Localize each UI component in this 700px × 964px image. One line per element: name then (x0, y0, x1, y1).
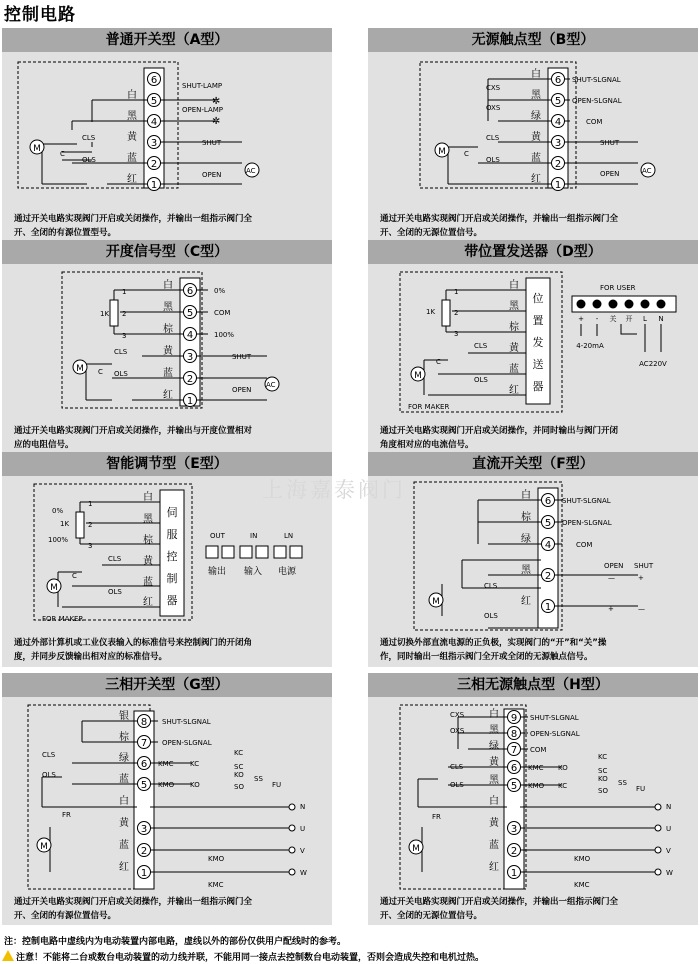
panel-description: 通过切换外部直流电源的正负极，实现阀门的“开”和“关”操 作，同时输出一组指示阀门全开或全闭的无源触点信号。 (380, 638, 607, 662)
svg-text:控: 控 (166, 550, 178, 563)
svg-text:OPEN-SLGNAL: OPEN-SLGNAL (530, 730, 580, 738)
panel-title: 带位置发送器（D型） (368, 240, 698, 264)
svg-text:2: 2 (150, 159, 158, 170)
svg-text:CLS: CLS (486, 134, 500, 142)
svg-text:FOR USER: FOR USER (600, 284, 636, 292)
page-title: 控制电路 (4, 5, 76, 25)
svg-text:电源: 电源 (278, 567, 297, 577)
svg-text:器: 器 (166, 594, 178, 607)
svg-text:关: 关 (609, 315, 617, 323)
svg-text:黄: 黄 (163, 346, 173, 357)
svg-text:OUT: OUT (210, 532, 225, 540)
warning-note: 注意！不能将二台或数台电动装置的动力线并联，不能用同一接点去控制数台电动装置，否则会造成失控和电机过热。 (16, 953, 485, 963)
svg-text:黑: 黑 (521, 565, 531, 576)
svg-text:1: 1 (140, 868, 148, 879)
svg-text:绿: 绿 (489, 741, 499, 752)
svg-text:AC: AC (642, 167, 652, 175)
svg-text:3: 3 (454, 330, 459, 338)
svg-text:6: 6 (140, 759, 148, 770)
svg-text:蓝: 蓝 (531, 153, 541, 164)
svg-text:KMC: KMC (208, 881, 224, 889)
svg-text:输入: 输入 (244, 567, 263, 577)
panel-description: 通过开关电路实现阀门开启或关闭操作，并输出一组指示阀门全 开、全闭的有源位置信号。 (14, 897, 253, 921)
svg-text:—: — (638, 605, 645, 613)
svg-text:N: N (666, 803, 672, 811)
svg-text:3: 3 (150, 138, 158, 149)
svg-text:红: 红 (531, 174, 541, 185)
svg-text:FR: FR (62, 811, 71, 819)
svg-text:5: 5 (140, 780, 148, 791)
svg-text:蓝: 蓝 (509, 364, 519, 375)
svg-text:白: 白 (163, 280, 173, 291)
warning-icon (2, 950, 14, 961)
svg-text:C: C (98, 368, 103, 376)
svg-text:FOR MAKER: FOR MAKER (408, 403, 450, 411)
svg-text:M: M (50, 583, 58, 593)
svg-text:2: 2 (544, 571, 552, 582)
svg-text:绿: 绿 (531, 111, 541, 122)
panel-description: 通过开关电路实现阀门开启或关闭操作，并输出一组指示阀门全 开、全闭的无源位置信号。 (380, 897, 619, 921)
svg-text:白: 白 (489, 709, 499, 720)
svg-text:OLS: OLS (82, 156, 96, 164)
svg-text:1: 1 (454, 288, 459, 296)
svg-text:KO: KO (598, 775, 608, 783)
svg-text:2: 2 (510, 846, 518, 857)
svg-text:1K: 1K (426, 308, 436, 316)
wire-label: 红 (127, 174, 137, 185)
svg-text:SHUT-SLGNAL: SHUT-SLGNAL (562, 497, 611, 505)
svg-text:+: + (608, 605, 614, 613)
svg-text:SO: SO (234, 783, 244, 791)
svg-text:W: W (666, 869, 673, 877)
svg-text:C: C (464, 150, 469, 158)
svg-text:开: 开 (625, 315, 633, 323)
svg-text:KC: KC (190, 760, 200, 768)
panel-title: 无源触点型（B型） (368, 28, 698, 52)
panel-title: 三相开关型（G型） (2, 673, 332, 697)
svg-text:红: 红 (119, 862, 129, 873)
svg-text:OPEN-LAMP: OPEN-LAMP (182, 106, 224, 114)
svg-text:SC: SC (598, 767, 608, 775)
wiring-diagram-f (368, 476, 698, 636)
svg-text:服: 服 (166, 528, 178, 541)
svg-text:KO: KO (234, 771, 244, 779)
svg-text:白: 白 (521, 490, 531, 501)
wire-label: 黑 (127, 111, 137, 122)
svg-text:CLS: CLS (474, 342, 488, 350)
svg-text:+: + (578, 315, 584, 323)
svg-text:COM: COM (586, 118, 603, 126)
svg-text:1: 1 (554, 180, 562, 191)
svg-text:蓝: 蓝 (119, 840, 129, 851)
svg-text:8: 8 (510, 729, 518, 740)
svg-text:IN: IN (250, 532, 258, 540)
svg-text:OLS: OLS (474, 376, 488, 384)
svg-text:6: 6 (510, 763, 518, 774)
svg-text:输出: 输出 (208, 567, 227, 577)
svg-text:蓝: 蓝 (489, 840, 499, 851)
svg-text:OPEN-SLGNAL: OPEN-SLGNAL (162, 739, 212, 747)
svg-text:AC220V: AC220V (639, 360, 667, 368)
svg-text:1: 1 (510, 868, 518, 879)
svg-text:黑: 黑 (489, 725, 499, 736)
svg-text:M: M (40, 842, 48, 852)
svg-text:M: M (414, 371, 422, 381)
svg-text:发: 发 (532, 336, 544, 349)
svg-text:3: 3 (510, 824, 518, 835)
svg-text:4: 4 (150, 117, 158, 128)
svg-text:-: - (595, 315, 599, 323)
wiring-diagram-a (2, 52, 332, 212)
svg-text:SHUT-SLGNAL: SHUT-SLGNAL (162, 718, 211, 726)
svg-text:5: 5 (510, 781, 518, 792)
svg-text:SHUT-SLGNAL: SHUT-SLGNAL (530, 714, 579, 722)
footnote: 注：控制电路中虚线内为电动装置内部电路，虚线以外的部份仅供用户配线时的参考。 (4, 937, 347, 947)
svg-text:黄: 黄 (509, 343, 519, 354)
svg-text:黄: 黄 (143, 556, 153, 567)
svg-text:SHUT: SHUT (232, 353, 252, 361)
svg-text:OLS: OLS (114, 370, 128, 378)
svg-text:蓝: 蓝 (119, 774, 129, 785)
svg-text:3: 3 (554, 138, 562, 149)
svg-text:OXS: OXS (450, 727, 465, 735)
svg-text:1K: 1K (60, 520, 70, 528)
svg-text:CXS: CXS (450, 711, 465, 719)
svg-text:白: 白 (531, 69, 541, 80)
svg-text:100%: 100% (214, 331, 235, 339)
svg-text:红: 红 (521, 596, 531, 607)
svg-text:OXS: OXS (486, 104, 501, 112)
svg-text:N: N (658, 315, 664, 323)
svg-text:送: 送 (532, 358, 544, 371)
svg-text:4: 4 (554, 117, 562, 128)
svg-text:棕: 棕 (143, 535, 153, 546)
panel-type-f (368, 452, 698, 667)
svg-text:黑: 黑 (163, 302, 173, 313)
svg-text:OPEN: OPEN (232, 386, 252, 394)
svg-text:银: 银 (119, 711, 129, 722)
svg-text:FU: FU (272, 781, 282, 789)
svg-text:0%: 0% (52, 507, 64, 515)
svg-text:M: M (438, 147, 446, 157)
svg-text:制: 制 (166, 572, 178, 585)
panel-type-h (368, 673, 698, 925)
svg-text:位: 位 (532, 292, 544, 305)
svg-text:CLS: CLS (82, 134, 96, 142)
panel-description: 通过开关电路实现阀门开启或关闭操作，并同时输出与阀门开闭 角度相对应的电流信号。 (380, 426, 619, 450)
watermark: 上海嘉泰阀门 (262, 478, 406, 502)
svg-text:2: 2 (122, 310, 127, 318)
svg-text:3: 3 (140, 824, 148, 835)
svg-text:黄: 黄 (119, 818, 129, 829)
wire-label: 白 (127, 90, 137, 101)
svg-text:CLS: CLS (450, 763, 464, 771)
svg-text:KC: KC (558, 782, 568, 790)
svg-text:OPEN: OPEN (202, 171, 222, 179)
svg-text:SHUT-LAMP: SHUT-LAMP (182, 82, 223, 90)
svg-text:4: 4 (544, 540, 552, 551)
svg-text:棕: 棕 (119, 732, 129, 743)
svg-text:5: 5 (544, 518, 552, 529)
panel-type-g (2, 673, 332, 925)
svg-text:绿: 绿 (521, 534, 531, 545)
wire-label: 蓝 (127, 153, 137, 164)
svg-text:SHUT-SLGNAL: SHUT-SLGNAL (572, 76, 621, 84)
svg-text:黄: 黄 (489, 818, 499, 829)
svg-text:SHUT: SHUT (600, 139, 620, 147)
svg-text:6: 6 (554, 75, 562, 86)
svg-text:2: 2 (186, 374, 194, 385)
svg-text:KMC: KMC (528, 764, 544, 772)
wiring-diagram-d (368, 264, 698, 424)
svg-text:KC: KC (598, 753, 608, 761)
panel-title: 开度信号型（C型） (2, 240, 332, 264)
svg-text:SHUT: SHUT (634, 562, 654, 570)
svg-text:FOR MAKER: FOR MAKER (42, 615, 84, 623)
panel-description: 通过开关电路实现阀门开启或关闭操作，并输出与开度位置相对 应的电阻信号。 (14, 426, 253, 450)
svg-text:绿: 绿 (119, 753, 129, 764)
svg-text:棕: 棕 (521, 512, 531, 523)
svg-text:C: C (60, 150, 65, 158)
svg-text:CLS: CLS (108, 555, 122, 563)
panel-type-c (2, 240, 332, 455)
svg-text:OPEN-SLGNAL: OPEN-SLGNAL (572, 97, 622, 105)
svg-text:AC: AC (246, 167, 256, 175)
svg-text:M: M (412, 844, 420, 854)
svg-text:OLS: OLS (108, 588, 122, 596)
svg-text:伺: 伺 (166, 506, 178, 519)
svg-text:黑: 黑 (531, 90, 541, 101)
svg-text:蓝: 蓝 (143, 577, 153, 588)
svg-text:CXS: CXS (486, 84, 501, 92)
svg-text:KO: KO (190, 781, 200, 789)
svg-text:SS: SS (618, 779, 627, 787)
svg-text:白: 白 (489, 796, 499, 807)
svg-text:OPEN-SLGNAL: OPEN-SLGNAL (562, 519, 612, 527)
svg-text:黑: 黑 (489, 775, 499, 786)
svg-text:CLS: CLS (484, 582, 498, 590)
svg-text:2: 2 (554, 159, 562, 170)
svg-text:+: + (638, 574, 644, 582)
svg-text:U: U (666, 825, 672, 833)
svg-text:3: 3 (186, 352, 194, 363)
svg-text:5: 5 (150, 96, 158, 107)
panel-title: 智能调节型（E型） (2, 452, 332, 476)
svg-text:黄: 黄 (531, 132, 541, 143)
svg-text:1K: 1K (100, 310, 110, 318)
svg-text:7: 7 (140, 738, 148, 749)
svg-text:OPEN: OPEN (600, 170, 620, 178)
svg-text:OPEN: OPEN (604, 562, 624, 570)
svg-text:棕: 棕 (163, 324, 173, 335)
wiring-diagram-b (368, 52, 698, 212)
svg-text:FU: FU (636, 785, 646, 793)
svg-text:红: 红 (509, 385, 519, 396)
svg-text:5: 5 (186, 308, 194, 319)
svg-text:蓝: 蓝 (163, 368, 173, 379)
svg-text:3: 3 (88, 542, 93, 550)
svg-text:M: M (76, 364, 84, 374)
svg-text:100%: 100% (48, 536, 69, 544)
svg-text:C: C (436, 358, 441, 366)
svg-text:KC: KC (234, 749, 244, 757)
svg-text:黑: 黑 (509, 301, 519, 312)
svg-text:KMO: KMO (574, 855, 591, 863)
svg-text:1: 1 (122, 288, 127, 296)
svg-text:红: 红 (489, 862, 499, 873)
svg-text:1: 1 (544, 602, 552, 613)
svg-text:OLS: OLS (450, 781, 464, 789)
svg-text:红: 红 (163, 390, 173, 401)
svg-text:4: 4 (186, 330, 194, 341)
wiring-diagram-g (2, 697, 332, 897)
svg-text:5: 5 (554, 96, 562, 107)
svg-text:1: 1 (88, 500, 93, 508)
svg-text:6: 6 (186, 286, 194, 297)
svg-text:CLS: CLS (42, 751, 56, 759)
svg-text:M: M (432, 597, 440, 607)
svg-text:L: L (643, 315, 647, 323)
panel-title: 普通开关型（A型） (2, 28, 332, 52)
svg-text:C: C (72, 572, 77, 580)
svg-text:KO: KO (558, 764, 568, 772)
svg-text:8: 8 (140, 717, 148, 728)
svg-text:W: W (300, 869, 307, 877)
svg-text:KMC: KMC (158, 760, 174, 768)
svg-text:KMO: KMO (158, 781, 175, 789)
svg-text:OLS: OLS (42, 771, 56, 779)
svg-text:COM: COM (576, 541, 593, 549)
svg-text:KMO: KMO (528, 782, 545, 790)
svg-text:V: V (300, 847, 305, 855)
svg-text:M: M (33, 144, 41, 154)
svg-text:置: 置 (532, 314, 544, 327)
svg-text:KMC: KMC (574, 881, 590, 889)
svg-text:6: 6 (544, 496, 552, 507)
svg-text:OLS: OLS (484, 612, 498, 620)
svg-text:1: 1 (150, 180, 158, 191)
panel-description: 通过外部计算机或工业仪表输入的标准信号来控制阀门的开闭角 度，并同步反馈输出相对应的标准信号。 (14, 638, 253, 662)
panel-title: 三相无源触点型（H型） (368, 673, 698, 697)
svg-text:2: 2 (88, 521, 93, 529)
svg-text:6: 6 (150, 75, 158, 86)
svg-text:FR: FR (432, 813, 441, 821)
svg-text:4-20mA: 4-20mA (576, 342, 604, 350)
svg-text:SO: SO (598, 787, 608, 795)
svg-text:COM: COM (214, 309, 231, 317)
panel-type-b (368, 28, 698, 243)
svg-text:2: 2 (454, 309, 459, 317)
svg-text:SS: SS (254, 775, 263, 783)
svg-text:0%: 0% (214, 287, 226, 295)
panel-description: 通过开关电路实现阀门开启或关闭操作，并输出一组指示阀门全 开、全闭的有源位置型号。 (14, 214, 253, 238)
svg-text:U: U (300, 825, 306, 833)
svg-text:V: V (666, 847, 671, 855)
panel-description: 通过开关电路实现阀门开启或关闭操作，并输出一组指示阀门全 开、全闭的无源位置信号。 (380, 214, 619, 238)
panel-type-d (368, 240, 698, 455)
svg-text:N: N (300, 803, 306, 811)
svg-text:白: 白 (119, 796, 129, 807)
svg-text:SHUT: SHUT (202, 139, 222, 147)
svg-text:棕: 棕 (509, 322, 519, 333)
svg-text:AC: AC (266, 381, 276, 389)
svg-text:COM: COM (530, 746, 547, 754)
svg-text:器: 器 (532, 380, 544, 393)
svg-text:白: 白 (509, 280, 519, 291)
svg-text:KMO: KMO (208, 855, 225, 863)
svg-text:黄: 黄 (489, 757, 499, 768)
lamp-icon: ✲ (212, 116, 221, 127)
svg-text:1: 1 (186, 396, 194, 407)
svg-text:红: 红 (143, 597, 153, 608)
svg-text:CLS: CLS (114, 348, 128, 356)
panel-title: 直流开关型（F型） (368, 452, 698, 476)
svg-text:3: 3 (122, 332, 127, 340)
svg-text:—: — (608, 574, 615, 582)
svg-text:9: 9 (510, 713, 518, 724)
wiring-diagram-c (2, 264, 332, 424)
panel-type-a (2, 28, 332, 243)
svg-text:OLS: OLS (486, 156, 500, 164)
svg-text:LN: LN (284, 532, 294, 540)
wire-label: 黄 (127, 132, 137, 143)
wiring-diagram-h (368, 697, 698, 897)
svg-text:白: 白 (143, 492, 153, 503)
svg-text:黑: 黑 (143, 514, 153, 525)
lamp-icon: ✲ (212, 96, 221, 107)
svg-text:SC: SC (234, 763, 244, 771)
svg-text:7: 7 (510, 745, 518, 756)
svg-text:2: 2 (140, 846, 148, 857)
